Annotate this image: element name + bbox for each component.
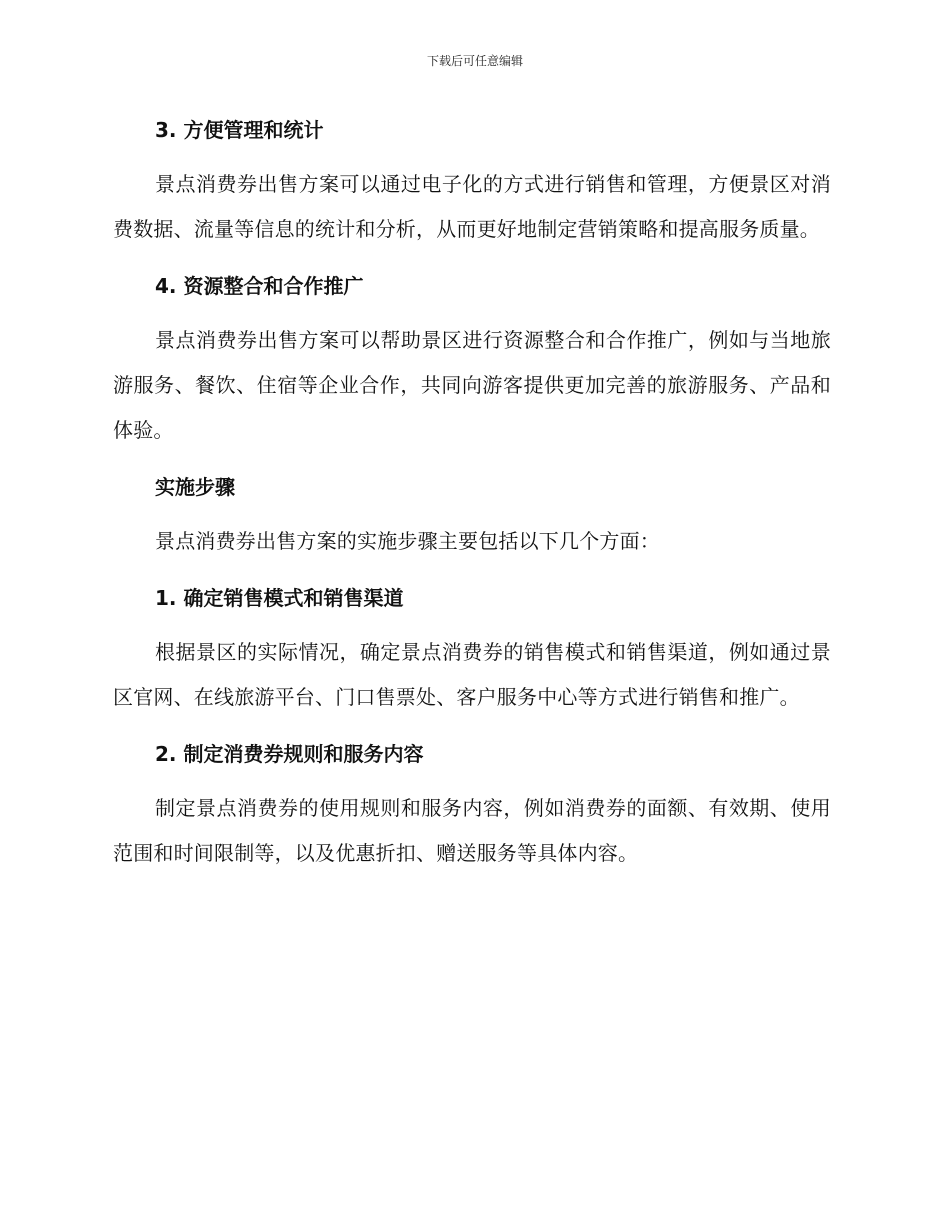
section-heading-voucher-rules: 2. 制定消费券规则和服务内容 xyxy=(155,742,424,766)
section-heading-implementation-steps: 实施步骤 xyxy=(155,475,235,499)
page-header: 下载后可任意编辑 xyxy=(426,54,523,68)
paragraph-sales-channels: 根据景区的实际情况，确定景点消费券的销售模式和销售渠道，例如通过景区官网、在线旅游平台、门口售票处、客户服务中心等方式进行销售和推广。 xyxy=(113,640,831,709)
document-body xyxy=(113,110,831,876)
section-heading-resource-integration: 4. 资源整合和合作推广 xyxy=(155,274,364,298)
paragraph-management-statistics: 景点消费券出售方案可以通过电子化的方式进行销售和管理，方便景区对消费数据、流量等信息的统计和分析，从而更好地制定营销策略和提高服务质量。 xyxy=(113,172,831,241)
paragraph-implementation-intro: 景点消费券出售方案的实施步骤主要包括以下几个方面： xyxy=(155,529,660,553)
section-heading-management-statistics: 3. 方便管理和统计 xyxy=(155,118,324,142)
paragraph-voucher-rules: 制定景点消费券的使用规则和服务内容，例如消费券的面额、有效期、使用范围和时间限制等，以及优惠折扣、赠送服务等具体内容。 xyxy=(113,796,831,865)
section-heading-sales-channels: 1. 确定销售模式和销售渠道 xyxy=(155,586,404,610)
paragraph-resource-integration: 景点消费券出售方案可以帮助景区进行资源整合和合作推广，例如与当地旅游服务、餐饮、住宿等企业合作，共同向游客提供更加完善的旅游服务、产品和体验。 xyxy=(113,328,831,442)
